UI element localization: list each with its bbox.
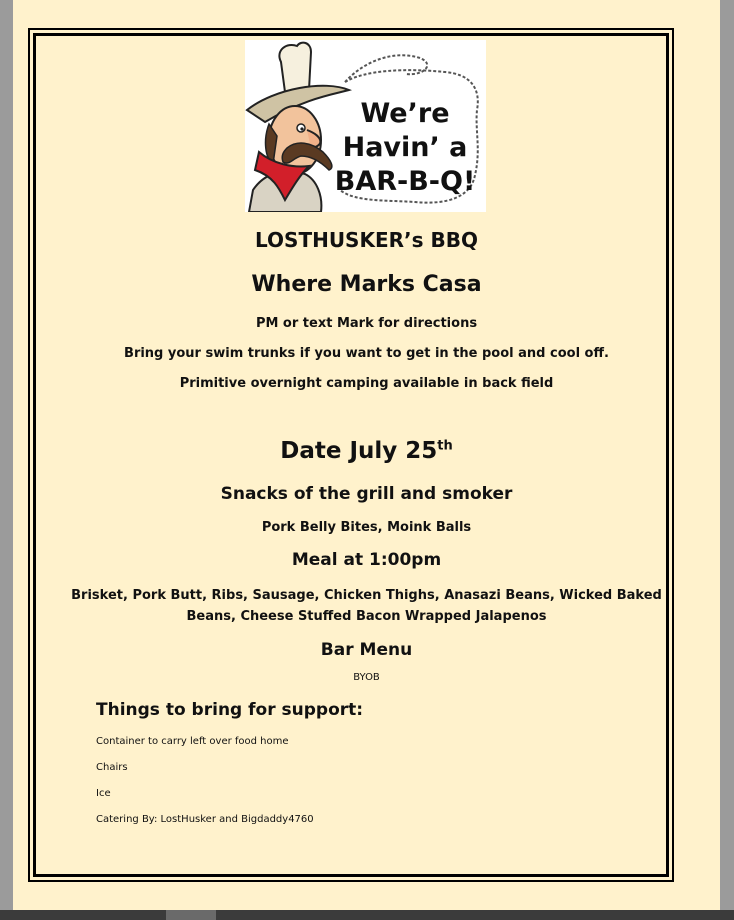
bar-menu-heading: Bar Menu: [320, 640, 413, 660]
logo-text-line1: We’re: [360, 98, 450, 129]
meal-items-line1: Brisket, Pork Butt, Ribs, Sausage, Chicken Thighs, Anasazi Beans, Wicked Baked: [71, 588, 662, 603]
page-subtitle: Where Marks Casa: [251, 272, 482, 297]
event-date-text: Date July 25: [280, 438, 438, 464]
note-pool: Bring your swim trunks if you want to get in the pool and cool off.: [124, 346, 609, 361]
logo-text-line2: Havin’ a: [342, 132, 468, 163]
logo-text-line3: BAR-B-Q!: [334, 166, 476, 197]
horizontal-scrollbar[interactable]: [0, 910, 734, 920]
note-camping: Primitive overnight camping available in back field: [179, 376, 554, 391]
bring-item-ice: Ice: [96, 788, 111, 799]
cowboy-chef-illustration: [245, 40, 486, 212]
meal-items-line2: Beans, Cheese Stuffed Bacon Wrapped Jalapenos: [186, 609, 547, 624]
snacks-items: Pork Belly Bites, Moink Balls: [261, 520, 472, 535]
snacks-heading: Snacks of the grill and smoker: [220, 484, 513, 504]
note-directions: PM or text Mark for directions: [255, 316, 478, 331]
scrollbar-thumb[interactable]: [166, 910, 216, 920]
bring-heading: Things to bring for support:: [96, 700, 364, 720]
event-date-suffix: th: [437, 438, 453, 454]
bar-menu-text: BYOB: [353, 672, 380, 683]
bring-item-chairs: Chairs: [96, 762, 128, 773]
event-date: [13, 438, 720, 464]
page-title: LOSTHUSKER’s BBQ: [255, 228, 478, 252]
meal-heading: Meal at 1:00pm: [291, 550, 442, 570]
bbq-logo-image: [245, 40, 486, 212]
bring-item-container: Container to carry left over food home: [96, 736, 289, 747]
catering-credit: Catering By: LostHusker and Bigdaddy4760: [96, 814, 314, 825]
